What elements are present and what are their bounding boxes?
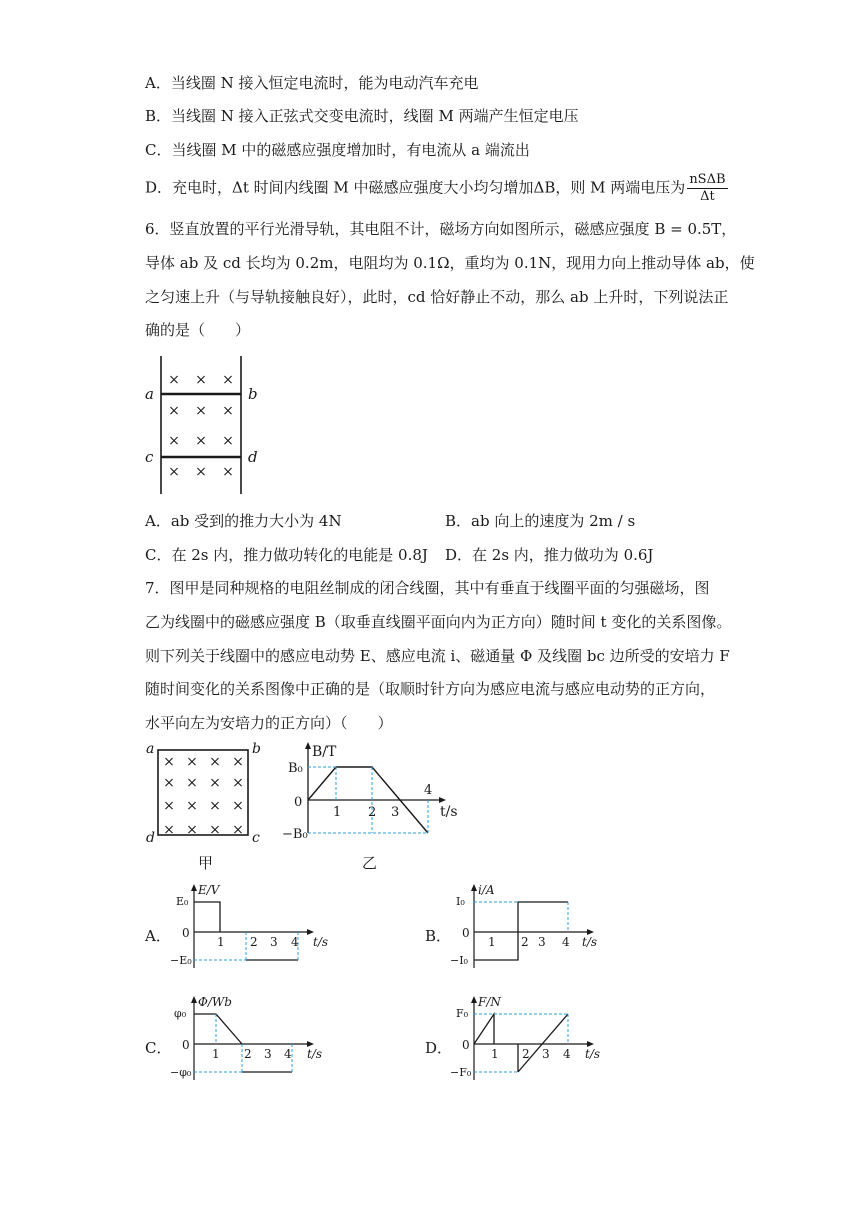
svg-text:b: b xyxy=(252,741,261,757)
svg-text:t/s: t/s xyxy=(307,1047,323,1061)
svg-text:×: × xyxy=(168,372,180,388)
q6-option-d: D．在 2s 内，推力做功为 0.6J xyxy=(445,546,654,564)
svg-text:1: 1 xyxy=(491,1047,499,1061)
svg-text:×: × xyxy=(195,433,207,449)
svg-text:t/s: t/s xyxy=(440,804,458,820)
q6-option-a: A．ab 受到的推力大小为 4N xyxy=(145,512,342,530)
svg-text:×: × xyxy=(195,372,207,388)
label-c: c xyxy=(145,448,154,466)
svg-text:×: × xyxy=(186,775,198,791)
q5-option-d-fraction: $\frac{\text{nSΔB}}{\Delta t}$ xyxy=(689,172,726,204)
svg-text:1: 1 xyxy=(212,1047,220,1061)
q6-stem-line2: 导体 ab 及 cd 长均为 0.2m，电阻均为 0.1Ω，重均为 0.1N，现用力向上推动导体 ab，使 xyxy=(145,254,755,272)
svg-text:−φ₀: −φ₀ xyxy=(170,1066,192,1079)
q6-stem-line1: 6．竖直放置的平行光滑导轨，其电阻不计，磁场方向如图所示，磁感应强度 B = 0.5T， xyxy=(145,220,737,238)
svg-text:3: 3 xyxy=(538,935,546,949)
svg-text:4: 4 xyxy=(563,1047,571,1061)
svg-text:×: × xyxy=(186,754,198,770)
svg-text:B/T: B/T xyxy=(312,744,337,760)
svg-text:×: × xyxy=(209,775,221,791)
svg-text:2: 2 xyxy=(250,935,258,949)
svg-text:×: × xyxy=(222,372,234,388)
svg-text:×: × xyxy=(168,464,180,480)
caption-yi: 乙 xyxy=(362,854,378,872)
svg-text:i/A: i/A xyxy=(478,883,495,897)
svg-text:0: 0 xyxy=(294,795,303,810)
svg-text:4: 4 xyxy=(284,1047,292,1061)
svg-text:×: × xyxy=(209,822,221,838)
svg-text:×: × xyxy=(222,403,234,419)
svg-text:0: 0 xyxy=(462,926,470,940)
svg-text:×: × xyxy=(186,822,198,838)
q5-option-c: C．当线圈 M 中的磁感应强度增加时，有电流从 a 端流出 xyxy=(145,141,530,159)
svg-text:0: 0 xyxy=(182,1038,190,1052)
svg-text:×: × xyxy=(163,775,175,791)
q7-option-a-graph xyxy=(170,880,340,980)
svg-text:2: 2 xyxy=(522,1047,530,1061)
svg-text:Φ/Wb: Φ/Wb xyxy=(198,995,232,1009)
label-b: b xyxy=(248,385,258,403)
q5-option-d xyxy=(145,172,728,205)
svg-text:×: × xyxy=(232,822,244,838)
svg-text:φ₀: φ₀ xyxy=(174,1007,187,1020)
svg-text:×: × xyxy=(195,403,207,419)
svg-text:×: × xyxy=(232,798,244,814)
svg-text:1: 1 xyxy=(217,935,225,949)
svg-text:4: 4 xyxy=(562,935,570,949)
q7-stem-line5: 水平向左为安培力的正方向）（ ） xyxy=(145,714,393,732)
svg-text:3: 3 xyxy=(542,1047,550,1061)
svg-text:F₀: F₀ xyxy=(456,1007,469,1020)
svg-text:0: 0 xyxy=(462,1038,470,1052)
q7-stem-line2: 乙为线圈中的磁感应强度 B（取垂直线圈平面向内为正方向）随时间 t 变化的关系图像。 xyxy=(145,613,732,631)
q5-option-a: A．当线圈 N 接入恒定电流时，能为电动汽车充电 xyxy=(145,74,479,92)
svg-text:×: × xyxy=(232,775,244,791)
svg-text:2: 2 xyxy=(368,805,377,820)
q7-option-b-graph xyxy=(450,880,620,980)
q7-option-d-letter: D． xyxy=(425,1039,453,1057)
svg-text:1: 1 xyxy=(488,935,496,949)
label-a: a xyxy=(145,385,154,403)
svg-text:×: × xyxy=(168,433,180,449)
svg-text:c: c xyxy=(252,830,260,846)
q7-figure-yi xyxy=(280,740,480,875)
q7-option-d-graph xyxy=(450,992,620,1092)
svg-text:E/V: E/V xyxy=(198,883,220,897)
svg-text:I₀: I₀ xyxy=(456,895,465,908)
q6-figure-rails xyxy=(140,352,270,497)
q7-figure-jia xyxy=(140,740,270,875)
svg-text:0: 0 xyxy=(182,926,190,940)
svg-text:E₀: E₀ xyxy=(176,895,189,908)
svg-text:×: × xyxy=(163,754,175,770)
svg-text:×: × xyxy=(209,754,221,770)
svg-text:4: 4 xyxy=(291,935,299,949)
svg-text:−E₀: −E₀ xyxy=(170,954,192,967)
q6-stem-line4: 确的是（ ） xyxy=(145,321,251,339)
svg-text:a: a xyxy=(146,741,155,757)
q5-option-d-text: D．充电时，Δt 时间内线圈 M 中磁感应强度大小均匀增加ΔB，则 M 两端电压为 xyxy=(145,178,686,197)
caption-jia: 甲 xyxy=(198,854,214,872)
svg-text:×: × xyxy=(186,798,198,814)
svg-text:×: × xyxy=(222,464,234,480)
svg-text:d: d xyxy=(146,830,155,846)
svg-text:×: × xyxy=(163,822,175,838)
svg-text:−B₀: −B₀ xyxy=(282,827,308,842)
svg-text:×: × xyxy=(222,433,234,449)
q7-option-c-letter: C． xyxy=(145,1039,172,1057)
svg-text:3: 3 xyxy=(264,1047,272,1061)
svg-text:t/s: t/s xyxy=(313,935,329,949)
svg-text:F/N: F/N xyxy=(478,995,501,1009)
q7-option-b-letter: B． xyxy=(425,927,452,945)
svg-text:×: × xyxy=(195,464,207,480)
svg-text:3: 3 xyxy=(391,805,400,820)
q7-option-a-letter: A． xyxy=(145,927,171,945)
svg-text:t/s: t/s xyxy=(582,935,598,949)
svg-text:2: 2 xyxy=(521,935,529,949)
svg-text:4: 4 xyxy=(424,783,433,798)
q6-option-c: C．在 2s 内，推力做功转化的电能是 0.8J xyxy=(145,546,428,564)
svg-text:×: × xyxy=(168,403,180,419)
svg-text:×: × xyxy=(209,798,221,814)
q6-option-b: B．ab 向上的速度为 2m / s xyxy=(445,512,636,530)
svg-text:×: × xyxy=(163,798,175,814)
label-d: d xyxy=(248,448,258,466)
svg-text:−I₀: −I₀ xyxy=(450,954,468,967)
svg-text:B₀: B₀ xyxy=(288,761,303,776)
svg-text:2: 2 xyxy=(244,1047,252,1061)
q7-stem-line4: 随时间变化的关系图像中正确的是（取顺时针方向为感应电流与感应电动势的正方向， xyxy=(145,680,716,698)
svg-text:×: × xyxy=(232,754,244,770)
svg-text:3: 3 xyxy=(270,935,278,949)
q7-option-c-graph xyxy=(170,992,340,1092)
svg-text:1: 1 xyxy=(333,805,342,820)
svg-text:t/s: t/s xyxy=(585,1047,601,1061)
svg-text:−F₀: −F₀ xyxy=(450,1066,472,1079)
q5-option-b: B．当线圈 N 接入正弦式交变电流时，线圈 M 两端产生恒定电压 xyxy=(145,107,579,125)
q7-stem-line1: 7．图甲是同种规格的电阻丝制成的闭合线圈，其中有垂直于线圈平面的匀强磁场，图 xyxy=(145,579,710,597)
q7-stem-line3: 则下列关于线圈中的感应电动势 E、感应电流 i、磁通量 Φ 及线圈 bc 边所受的安培力 F xyxy=(145,647,730,665)
q6-stem-line3: 之匀速上升（与导轨接触良好），此时，cd 恰好静止不动，那么 ab 上升时，下列说法正 xyxy=(145,288,729,306)
